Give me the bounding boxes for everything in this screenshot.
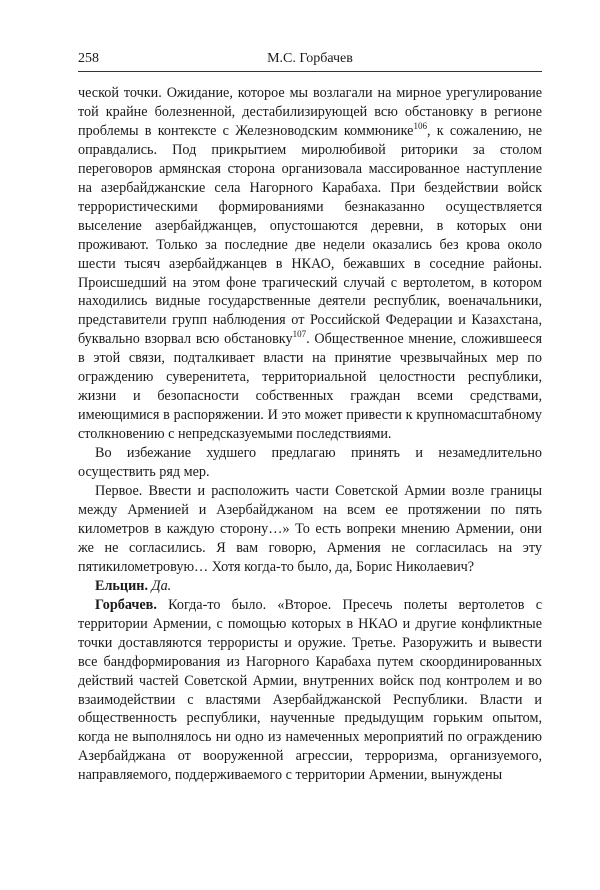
running-title: М.С. Горбачев — [267, 51, 353, 66]
paragraph-4 — [78, 577, 542, 596]
yeltsin-reply: Да. — [151, 577, 172, 594]
paragraph-1-part-2: , к сожалению, не оправдались. Под прикрытием миролюбивой риторики за столом переговоров армянская сторона организовала массированное наступление на азербайджанские села Нагорного Карабаха. При бездействии войск террористическими формированиями безнаказанно осуществляется выселение азербайджанцев, опустошаются деревни, в которых они проживают. Только за последние две недели оказались без крова около шести тысяч азербайджанцев в НКАО, бежавших в соседние районы. Происшедший на этом фоне трагический случай с вертолетом, в котором находились видные государственные деятели республик, военачальники, представители групп наблюдения от Российской Федерации и Казахстана, буквально взорвал всю обстановку — [78, 122, 542, 348]
paragraph-5 — [78, 596, 542, 786]
speaker-gorbachev: Горбачев. — [95, 596, 157, 613]
footnote-ref-107: 107 — [292, 329, 307, 340]
body-text — [78, 84, 542, 785]
paragraph-1-part-3: . Общественное мнение, сложившееся в этой связи, подталкивает власти на принятие чрезвычайных мер по ограждению суверенитета, территориальной целостности республики, жизни и безопасности собственных граждан всеми средствами, имеющимися в распоряжении. И это может привести к крупномасштабному столкновению с непредсказуемыми последствиями. — [78, 331, 542, 443]
page-header — [78, 48, 542, 70]
paragraph-3: Первое. Ввести и расположить части Советской Армии возле границы между Арменией и Азербайджаном на всем ее протяжении по пять километров в каждую сторону…» То есть вопреки мнению Армении, они же не согласились. Я вам говорю, Армения не согласилась на эту пятикилометровую… Хотя когда-то было, да, Борис Николаевич? — [78, 483, 542, 575]
gorbachev-text: Когда-то было. «Второе. Пресечь полеты вертолетов с территории Армении, с помощью которых в НКАО и другие конфликтные точки доставляются террористы и оружие. Третье. Разоружить и вывести все бандформирования из Нагорного Карабаха путем скоординированных действий частей Советской Армии, внутренних войск под контролем и во взаимодействии с властями Азербайджанской Республики. Власти и общественность республики, наученные предыдущим горьким опытом, когда не выполнялось ни одно из намеченных мероприятий по ограждению Азербайджана от вооруженной агрессии, терроризма, организуемого, направляемого, поддерживаемого с территории Армении, вынуждены — [78, 596, 542, 784]
header-rule — [78, 71, 542, 72]
footnote-ref-106: 106 — [413, 120, 427, 131]
paragraph-1-part-1: ческой точки. Ожидание, которое мы возлагали на мирное урегулирование той крайне болезненной, дестабилизирующей всю обстановку в регионе проблемы в контексте с Железноводским коммюнике — [78, 85, 542, 139]
speaker-yeltsin: Ельцин. — [95, 577, 148, 594]
paragraph-1 — [78, 84, 542, 444]
page-number: 258 — [78, 51, 99, 66]
paragraph-2: Во избежание худшего предлагаю принять и незамедлительно осуществить ряд мер. — [78, 445, 542, 481]
